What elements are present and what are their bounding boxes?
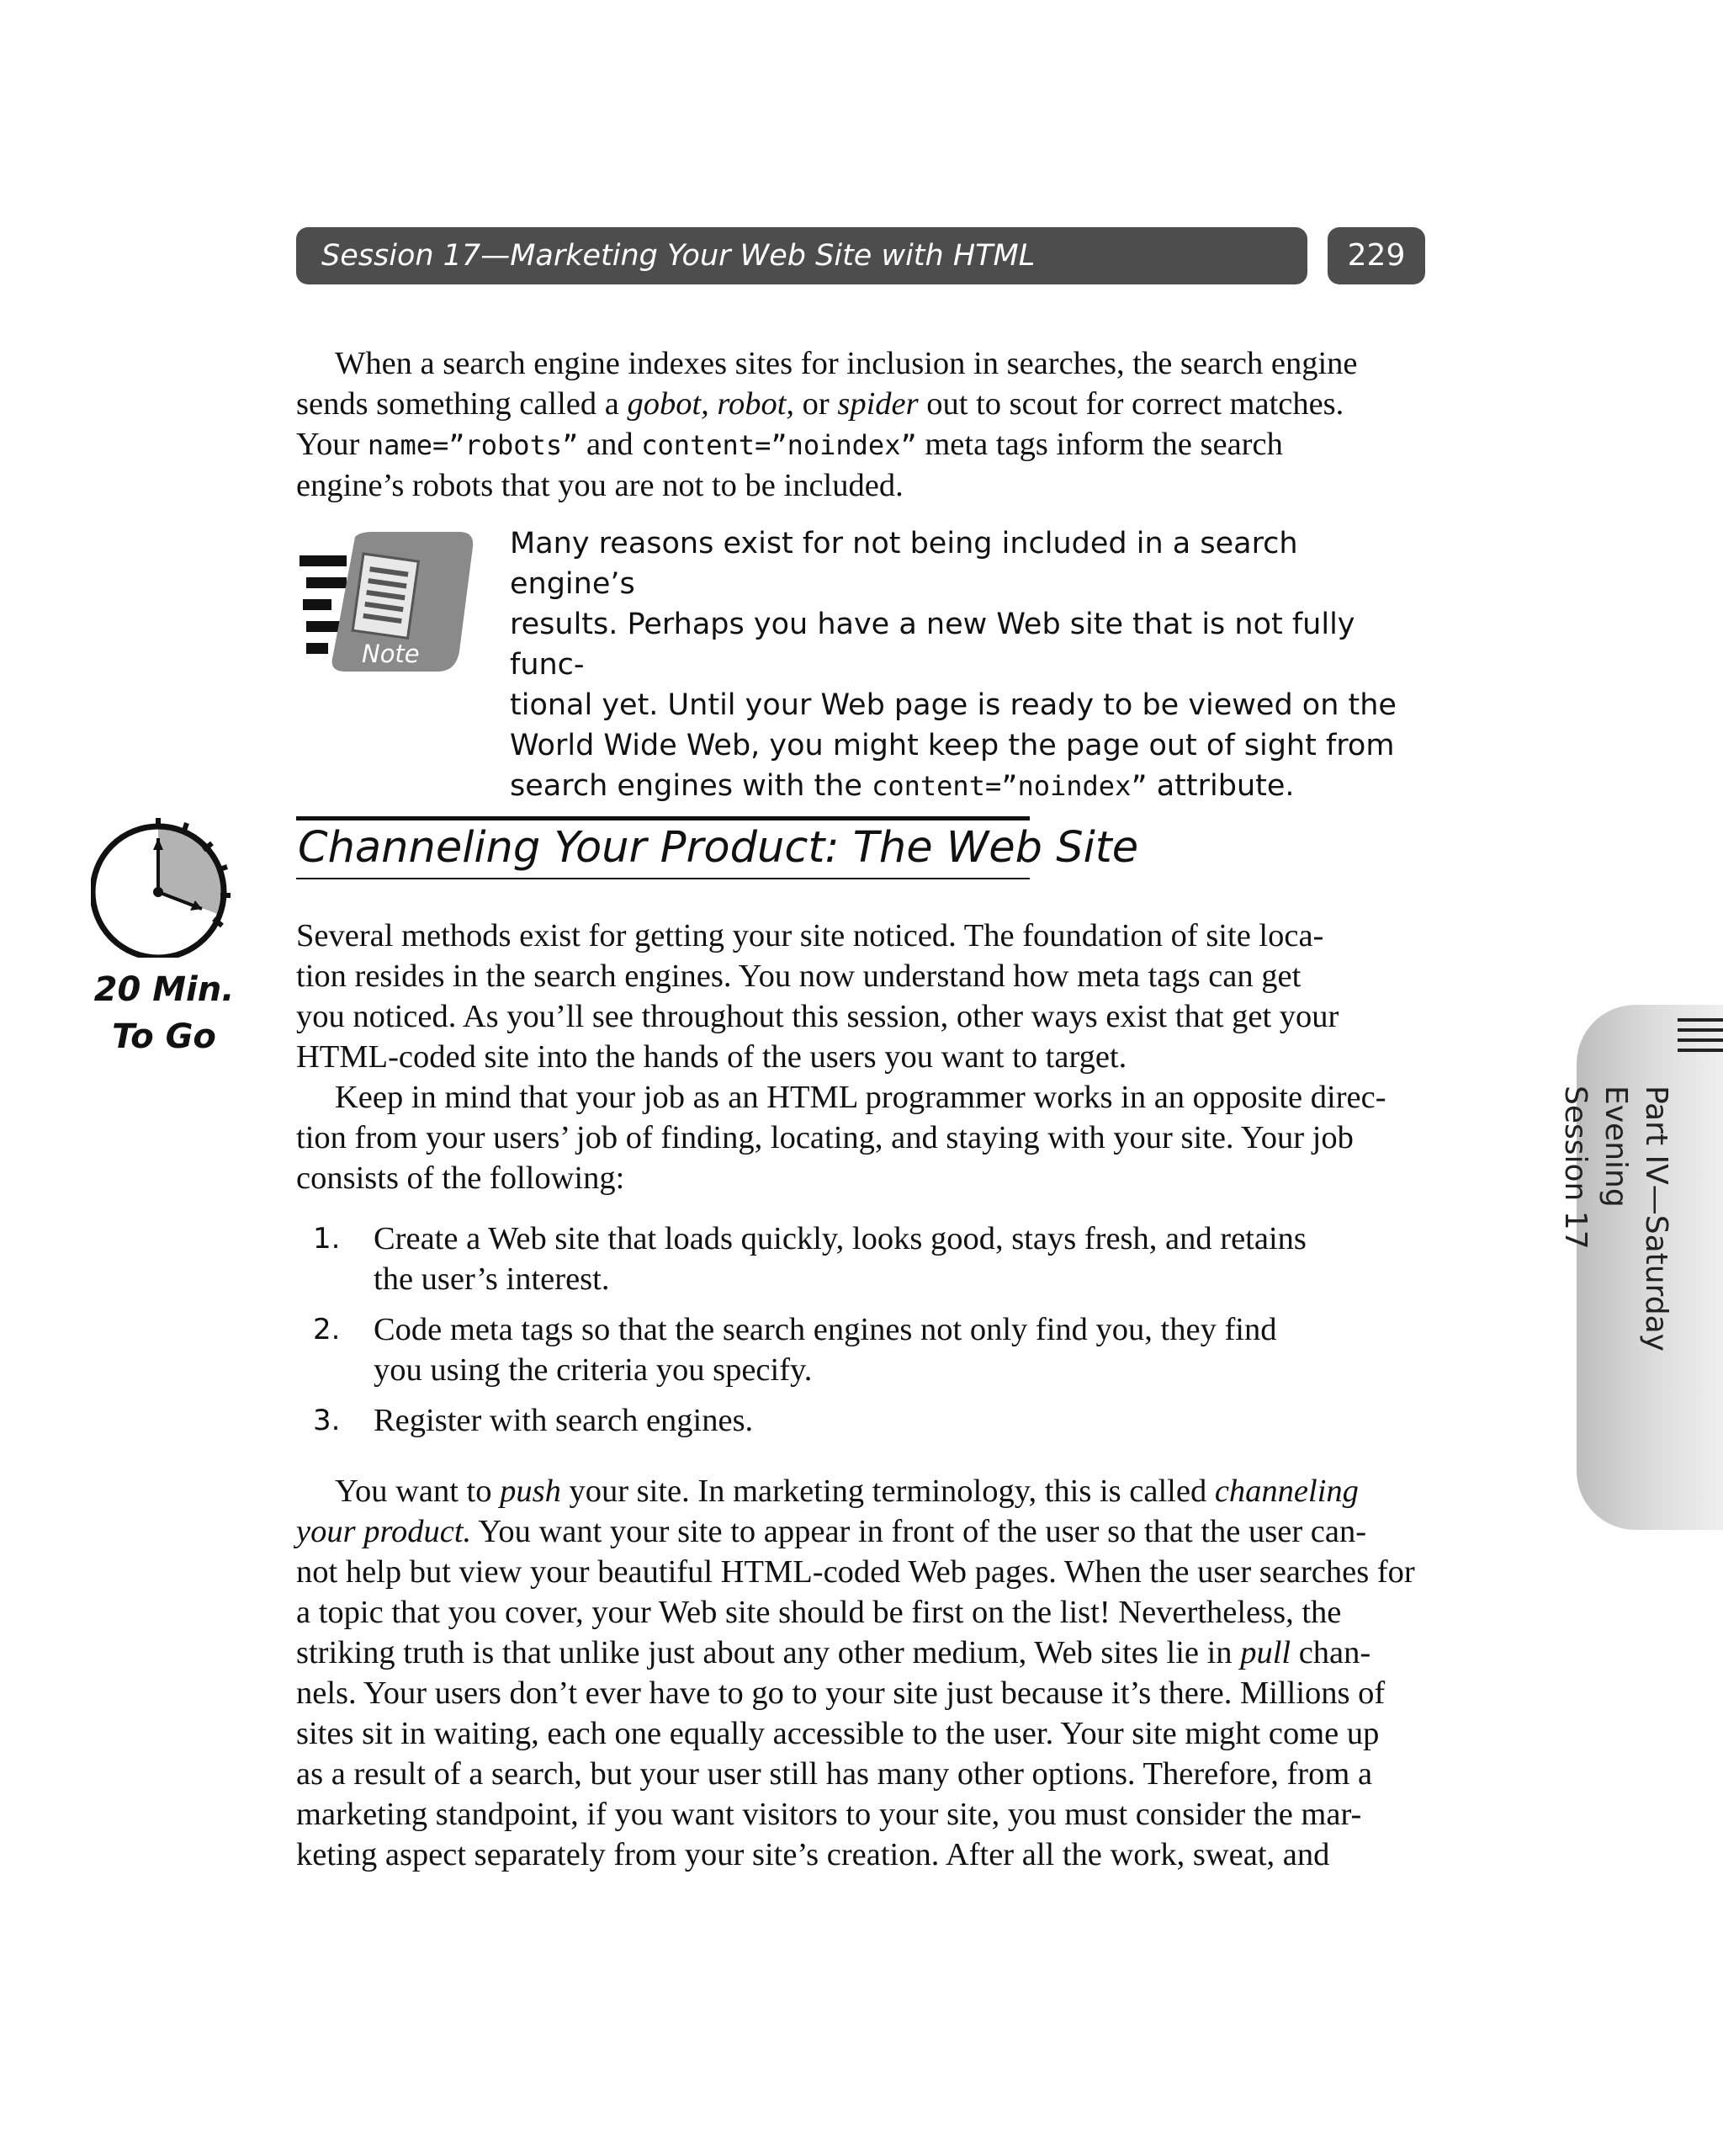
list-text: Register with search engines.: [374, 1403, 754, 1438]
side-tab-label: Part IV—Saturday Evening Session 17: [1558, 1086, 1673, 1351]
list-text: Create a Web site that loads quickly, looks good, stays fresh, and retains the user’s interest.: [374, 1221, 1307, 1297]
section-heading: Channeling Your Product: The Web Site: [298, 823, 1139, 873]
page-number: 229: [1328, 227, 1425, 284]
note-text: Many reasons exist for not being included in a search engine’s results. Perhaps you have a new Web site that is not fully func- tional yet. Until your Web page is ready to be viewed on the World Wide Web, you might keep the page out of sight from search engines with the content=”noindex” attribute.: [510, 527, 1397, 803]
paragraph-3: You want to push your site. In marketing terminology, this is called channeling your product. You want your site to appear in front of the user so that the user can- not help but view your beautiful HTML-coded Web pages. When the user searches for a topic that you cover, your Web site should be first on the list! Nevertheless, the striking truth is that unlike just about any other medium, Web sites lie in pull chan- nels. Your users don’t ever have to go to your site just because it’s there. Millions of sites sit in waiting, each one equally accessible to the user. Your site might come up as a result of a search, but your user still has many other options. Therefore, from a marketing standpoint, if you want visitors to your site, you must consider the mar- keting aspect separately from your site’s creation. After all the work, sweat, and: [296, 1474, 1415, 1872]
list-number: 3.: [313, 1404, 341, 1437]
list-text: Code meta tags so that the search engines not only find you, they find you using the criteria you specify.: [374, 1312, 1277, 1388]
intro-paragraph: When a search engine indexes sites for inclusion in searches, the search engine sends something called a gobot, robot, or spider out to scout for correct matches. Your name=”robots” and content=”noindex” meta tags inform the search engine’s robots that you are not to be included.: [296, 346, 1358, 503]
running-header-title: Session 17—Marketing Your Web Site with HTML: [321, 239, 1036, 273]
list-number: 1.: [313, 1222, 341, 1256]
tab-rule: [1678, 1038, 1723, 1042]
stopwatch-icon: [91, 815, 242, 958]
list-number: 2.: [313, 1313, 341, 1346]
paragraph-1: Several methods exist for getting your site noticed. The foundation of site loca- tion resides in the search engines. You now understand how meta tags can get you noticed. As you’ll see throughout this session, other ways exist that get your HTML-coded site into the hands of the users you want to target.: [296, 918, 1339, 1075]
heading-rule-top: [296, 816, 1030, 820]
note-label: Note: [362, 640, 420, 668]
paragraph-2: Keep in mind that your job as an HTML programmer works in an opposite direc- tion from your users’ job of finding, locating, and staying with your site. Your job consists of the following:: [296, 1080, 1386, 1196]
tab-rule: [1678, 1018, 1723, 1022]
tab-rule: [1678, 1049, 1723, 1052]
tab-rule: [1678, 1028, 1723, 1032]
timer-label: 20 Min. To Go: [93, 970, 235, 1056]
heading-rule-bottom: [296, 878, 1030, 879]
